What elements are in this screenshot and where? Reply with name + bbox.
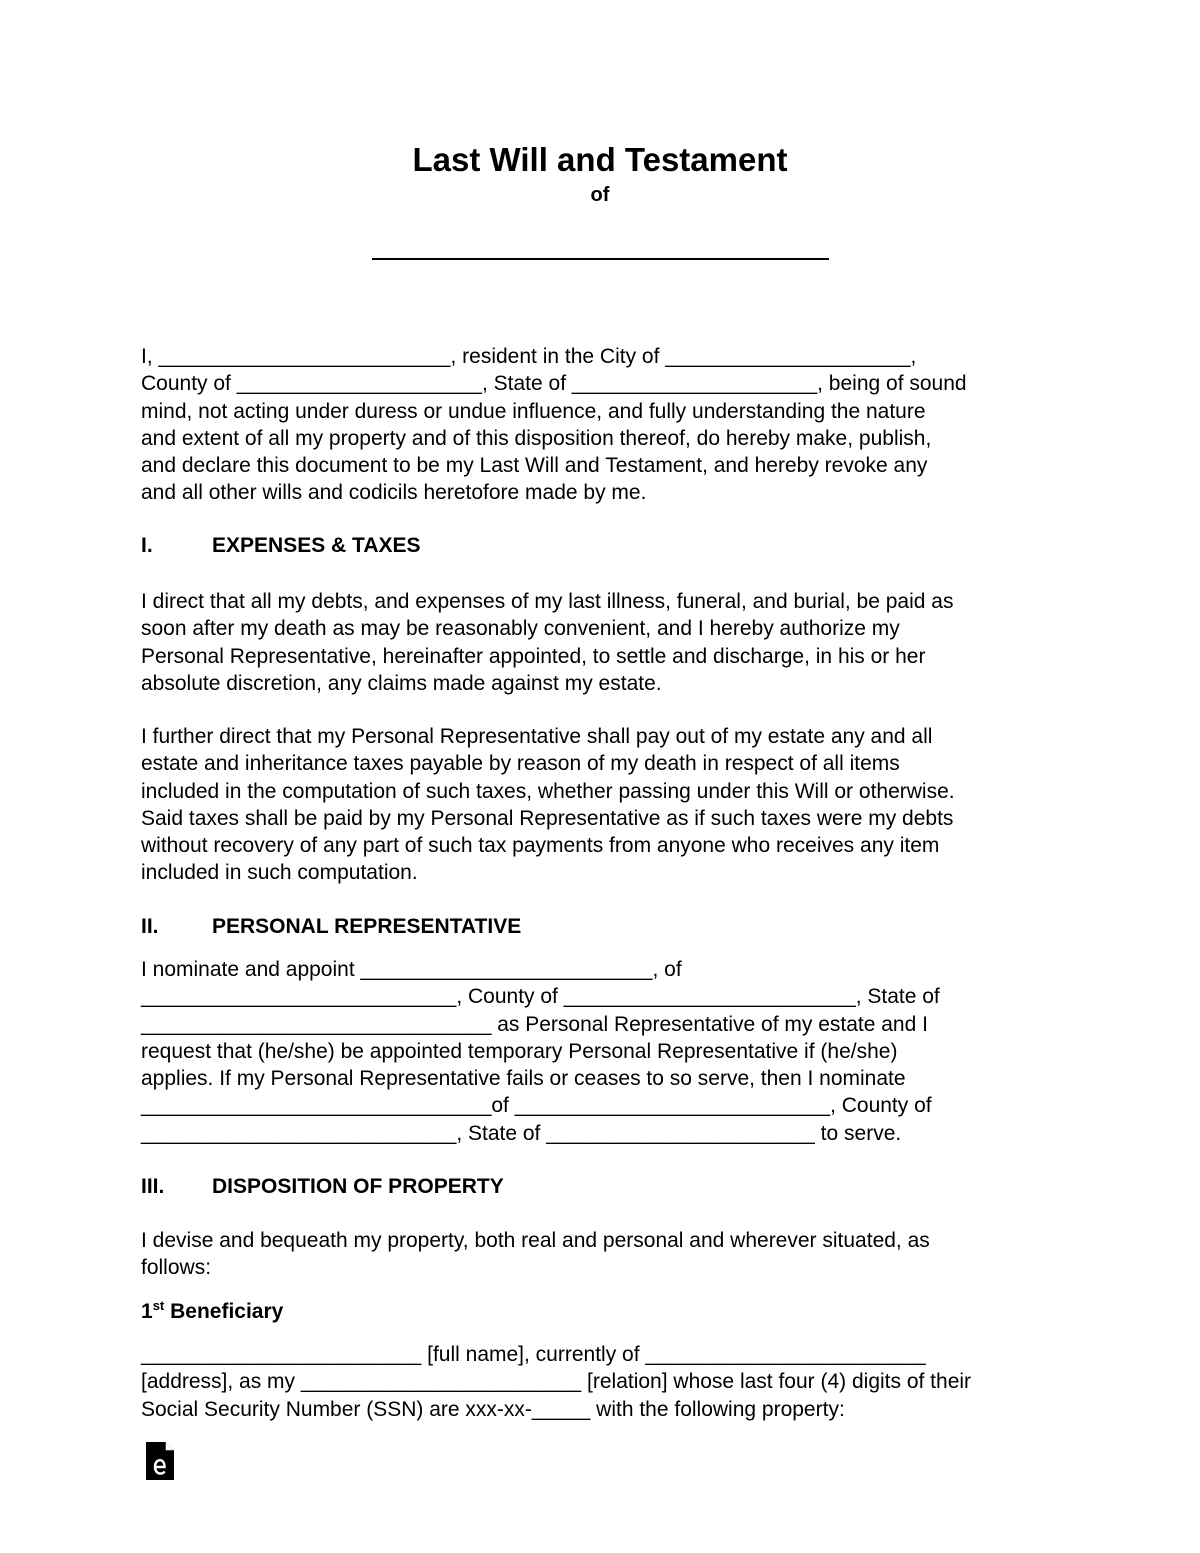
text-line: ______________________________of ___________________________, County of [141,1094,932,1118]
text-line: and all other wills and codicils heretofore made by me. [141,481,647,505]
text-line: Social Security Number (SSN) are xxx-xx-_____ with the following property: [141,1397,845,1421]
personal-representative-paragraph [141,956,1061,1147]
beneficiary-heading [141,1298,283,1326]
text-line: and extent of all my property and of this disposition thereof, do hereby make, publish, [141,426,932,450]
text-line: included in the computation of such taxes, whether passing under this Will or otherwise. [141,779,955,803]
section-number: III. [141,1175,165,1198]
text-line: ________________________ [full name], currently of ________________________ [141,1343,926,1366]
text-line: Personal Representative, hereinafter appointed, to settle and discharge, in his or her [141,644,926,668]
text-line: absolute discretion, any claims made against my estate. [141,671,662,695]
expenses-paragraph-1 [141,588,1061,697]
section-title: EXPENSES & TAXES [212,534,421,557]
text-line: I further direct that my Personal Representative shall pay out of my estate any and all [141,725,933,748]
section-heading-expenses [141,532,421,560]
text-line: estate and inheritance taxes payable by reason of my death in respect of all items [141,752,900,776]
section-number: I. [141,534,153,557]
text-line: mind, not acting under duress or undue influence, and fully understanding the nature [141,399,926,423]
text-line: County of _____________________, State of _____________________, being of sound [141,372,967,396]
text-line: Said taxes shall be paid by my Personal Representative as if such taxes were my debts [141,806,954,830]
text-line: without recovery of any part of such tax payments from anyone who receives any item [141,834,940,858]
section-heading-disposition [141,1173,504,1201]
text-line: request that (he/she) be appointed temporary Personal Representative if (he/she) [141,1039,898,1063]
section-title: DISPOSITION OF PROPERTY [212,1175,504,1198]
text-line: and declare this document to be my Last Will and Testament, and hereby revoke any [141,454,928,478]
section-heading-personal-representative [141,913,521,941]
testator-name-blank [372,258,829,260]
text-line: ______________________________ as Personal Representative of my estate and I [141,1012,928,1036]
document-title: Last Will and Testament [412,141,788,178]
disposition-paragraph [141,1227,1061,1282]
text-line: I devise and bequeath my property, both real and personal and wherever situated, as [141,1229,930,1252]
text-line: I direct that all my debts, and expenses of my last illness, funeral, and burial, be paid as [141,590,954,613]
title-of: of [590,184,610,206]
beneficiary-ordinal-number: 1 [141,1300,153,1323]
text-line: soon after my death as may be reasonably convenient, and I hereby authorize my [141,617,900,641]
section-title: PERSONAL REPRESENTATIVE [212,915,522,938]
intro-paragraph [141,343,1061,507]
text-line: I, _________________________, resident in the City of _____________________, [141,345,917,368]
text-line: applies. If my Personal Representative fails or ceases to so serve, then I nominate [141,1067,906,1091]
text-line: [address], as my ________________________ [relation] whose last four (4) digits of their [141,1370,972,1394]
expenses-paragraph-2 [141,723,1061,887]
text-line: follows: [141,1256,212,1280]
text-line: included in such computation. [141,861,418,885]
text-line: ___________________________, State of _______________________ to serve. [141,1121,902,1145]
beneficiary-paragraph [141,1341,1061,1423]
text-line: I nominate and appoint _________________________, of [141,958,682,981]
beneficiary-ordinal-suffix: st [152,1298,165,1313]
beneficiary-label: Beneficiary [170,1300,284,1323]
section-number: II. [141,915,159,938]
eforms-logo-icon [146,1442,174,1480]
text-line: ___________________________, County of _________________________, State of [141,985,940,1009]
